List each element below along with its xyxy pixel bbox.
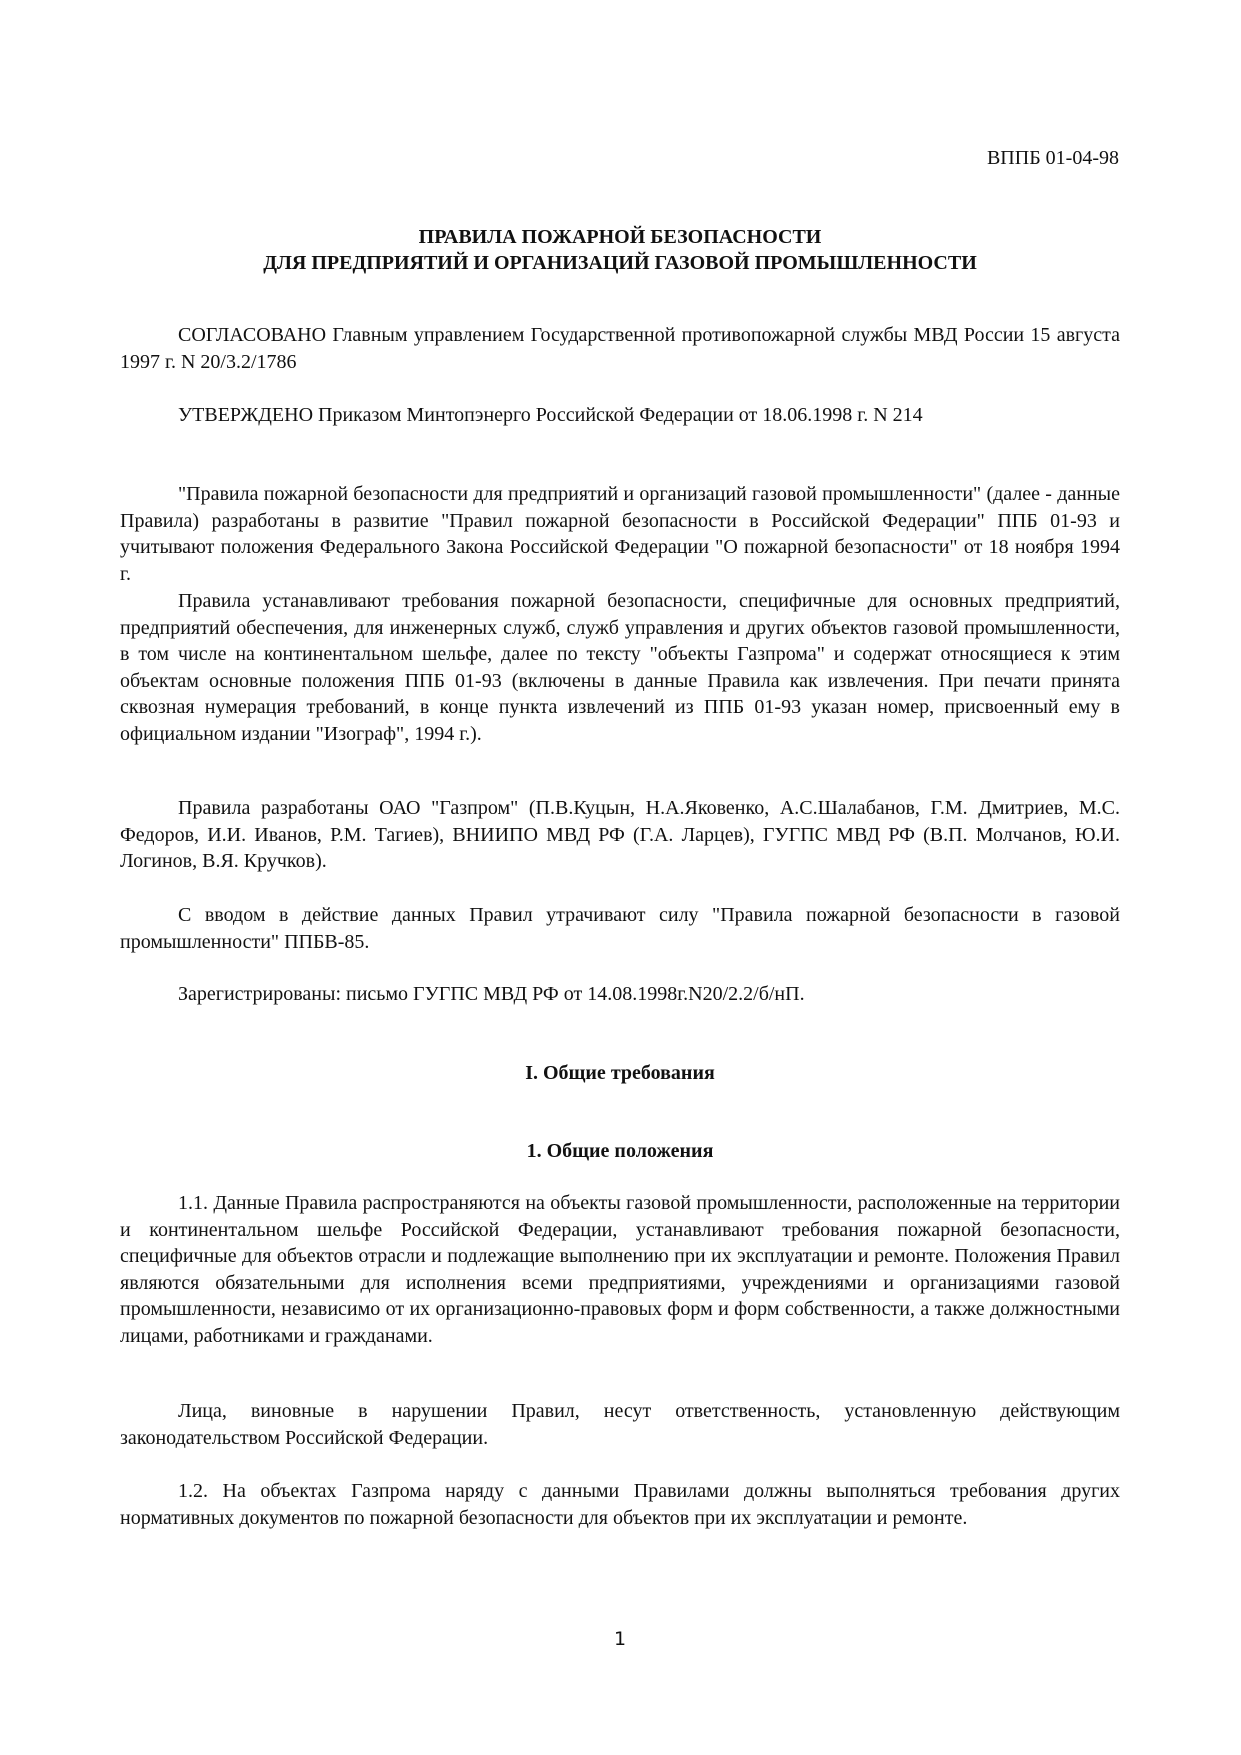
liability-paragraph: Лица, виновные в нарушении Правил, несут ответственность, установленную действующим законодательством Российской Федерации. xyxy=(120,1400,1120,1449)
section-heading: I. Общие требования xyxy=(525,1062,715,1084)
subsection-heading: 1. Общие положения xyxy=(526,1140,714,1162)
scope-paragraph: Правила устанавливают требования пожарной безопасности, специфичные для основных предприятий, предприятий обеспечения, для инженерных служб, служб управления и других объектов газовой промышленности, в том числе на континентальном шельфе, далее по тексту "объекты Газпрома" и содержат относящиеся к этим объектам основные положения ППБ 01-93 (включены в данные Правила как извлечения. При печати принята сквозная нумерация требований, в конце пункта извлечений из ППБ 01-93 указан номер, присвоенный ему в официальном издании "Изограф", 1994 г.). xyxy=(120,590,1120,745)
document-code: ВППБ 01-04-98 xyxy=(986,147,1119,169)
clause-1-1: 1.1. Данные Правила распространяются на объекты газовой промышленности, расположенные на территории и континентальном шельфе Российской Федерации, устанавливают требования пожарной безопасности, специфичные для объектов отрасли и подлежащие выполнению при их эксплуатации и ремонте. Положения Правил являются обязательными для исполнения всеми предприятиями, учреждениями и организациями газовой промышленности, независимо от их организационно-правовых форм и форм собственности, а также должностными лицами, работниками и гражданами. xyxy=(120,1192,1120,1347)
intro-paragraph: "Правила пожарной безопасности для предприятий и организаций газовой промышленности" (далее - данные Правила) разработаны в развитие "Правил пожарной безопасности в Российской Федерации" ППБ 01-93 и учитывают положения Федерального Закона Российской Федерации "О пожарной безопасности" от 18 ноября 1994 г. xyxy=(120,483,1120,585)
agreed-paragraph: СОГЛАСОВАНО Главным управлением Государственной противопожарной службы МВД России 15 августа 1997 г. N 20/3.2/1786 xyxy=(120,324,1120,373)
document-title-line-1: ПРАВИЛА ПОЖАРНОЙ БЕЗОПАСНОСТИ xyxy=(418,226,822,248)
page-number: 1 xyxy=(613,1628,627,1650)
registered-paragraph: Зарегистрированы: письмо ГУГПС МВД РФ от 14.08.1998г.N20/2.2/б/нП. xyxy=(178,983,805,1005)
clause-1-2: 1.2. На объектах Газпрома наряду с данными Правилами должны выполняться требования других нормативных документов по пожарной безопасности для объектов при их эксплуатации и ремонте. xyxy=(120,1480,1120,1529)
document-title xyxy=(120,224,1120,276)
document-title-line-2: ДЛЯ ПРЕДПРИЯТИЙ И ОРГАНИЗАЦИЙ ГАЗОВОЙ ПРОМЫШЛЕННОСТИ xyxy=(263,252,977,274)
superseded-paragraph: С вводом в действие данных Правил утрачивают силу "Правила пожарной безопасности в газовой промышленности" ППБВ-85. xyxy=(120,904,1120,953)
approved-paragraph: УТВЕРЖДЕНО Приказом Минтопэнерго Российской Федерации от 18.06.1998 г. N 214 xyxy=(178,404,923,426)
authors-paragraph: Правила разработаны ОАО "Газпром" (П.В.Куцын, Н.А.Яковенко, А.С.Шалабанов, Г.М. Дмитриев, М.С. Федоров, И.И. Иванов, Р.М. Тагиев), ВНИИПО МВД РФ (Г.А. Ларцев), ГУГПС МВД РФ (В.П. Молчанов, Ю.И. Логинов, В.Я. Кручков). xyxy=(120,797,1120,872)
